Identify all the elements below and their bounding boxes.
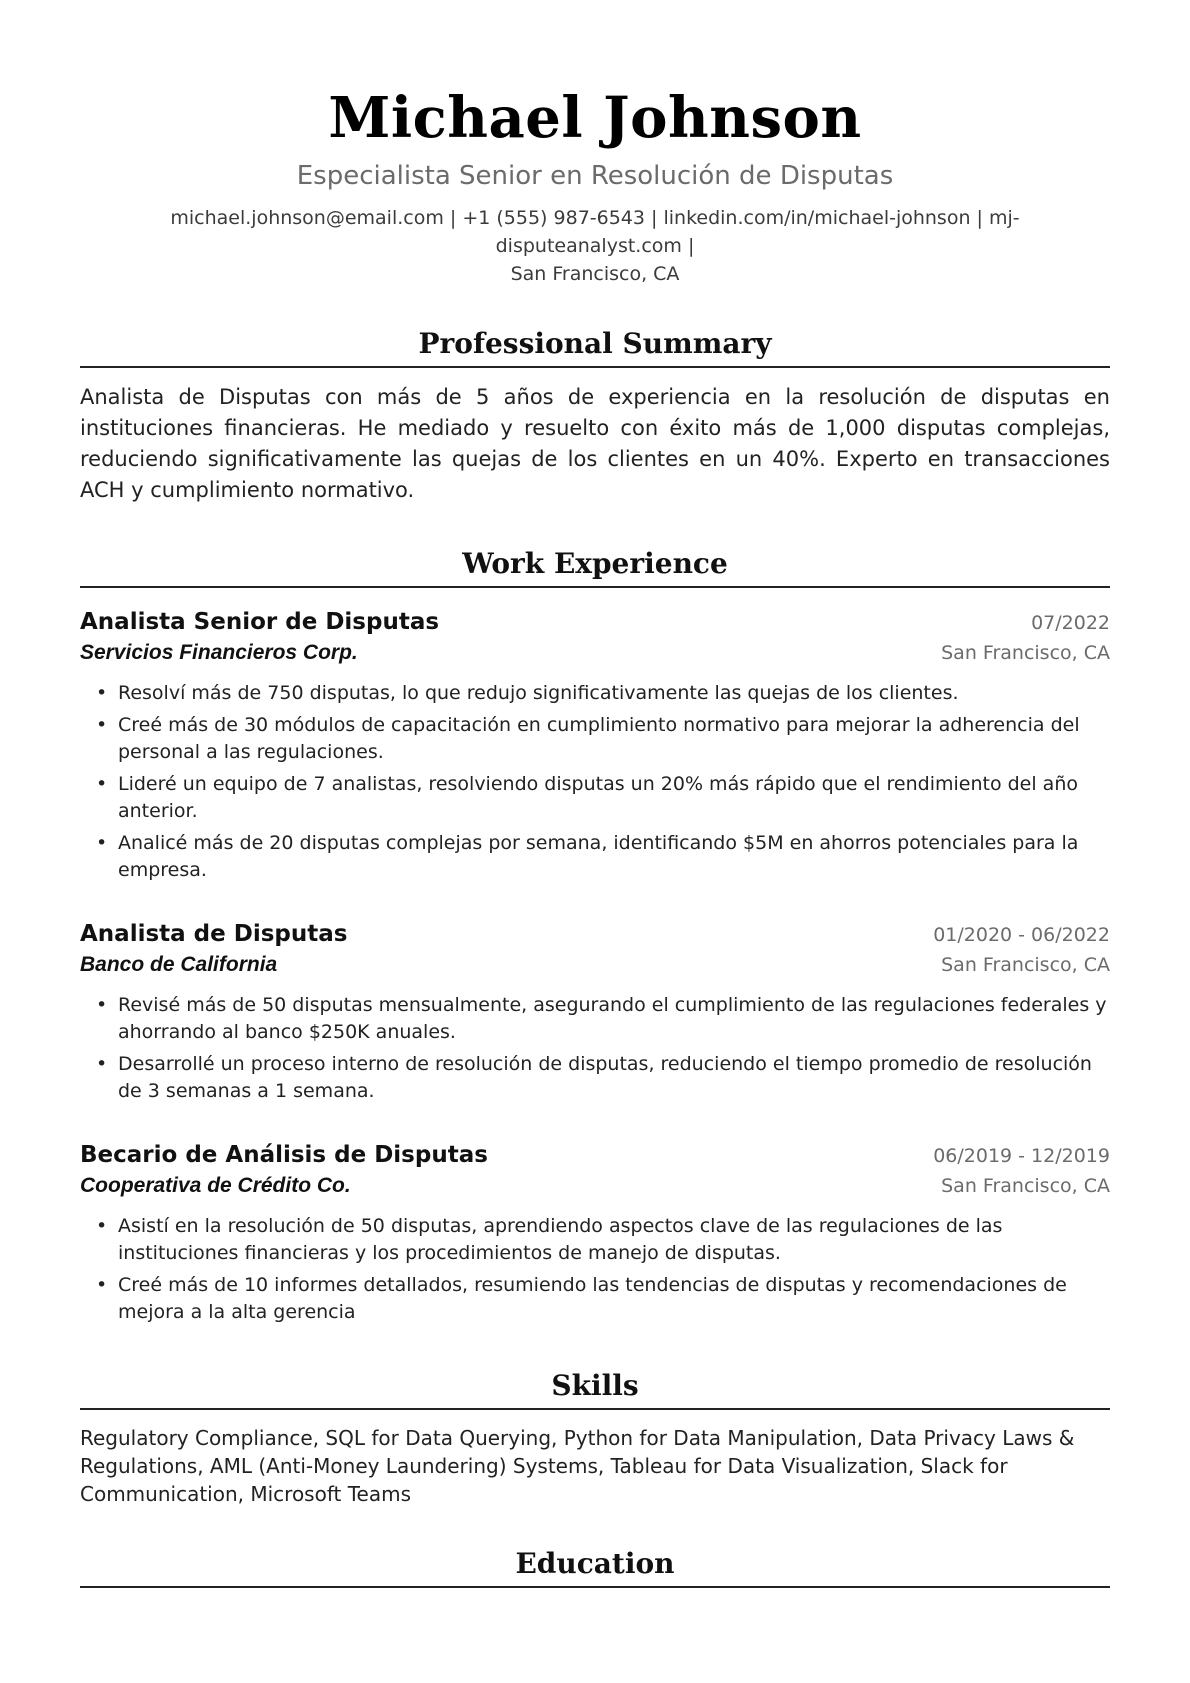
job-entry <box>80 606 1110 884</box>
bullet-item: • Resolví más de 750 disputas, lo que redujo significativamente las quejas de los clientes. <box>96 682 959 704</box>
bullet-item: • Asistí en la resolución de 50 disputas, aprendiendo aspectos clave de las regulaciones de las instituciones financieras y los procedimientos de manejo de disputas. <box>96 1215 1003 1264</box>
contact-info <box>80 204 1110 288</box>
job-title: Analista Senior de Disputas <box>80 609 440 635</box>
bullet-item: • Revisé más de 50 disputas mensualmente, asegurando el cumplimiento de las regulaciones federales y ahorrando al banco $250K anuales. <box>96 994 1107 1043</box>
job-location: San Francisco, CA <box>941 954 1110 976</box>
job-company: Banco de California <box>80 953 278 976</box>
summary-heading: Professional Summary <box>80 326 1110 368</box>
job-date: 07/2022 <box>1031 612 1110 634</box>
experience-section <box>80 546 1110 1326</box>
bullet-item: • Creé más de 30 módulos de capacitación en cumplimiento normativo para mejorar la adherencia del personal a las regulaciones. <box>96 714 1080 763</box>
education-heading: Education <box>80 1546 1110 1588</box>
job-company: Servicios Financieros Corp. <box>80 641 358 664</box>
contact-line: michael.johnson@email.com | +1 (555) 987-6543 | linkedin.com/in/michael-johnson | mj-disputeanalyst.com | <box>170 207 1020 257</box>
job-date: 01/2020 - 06/2022 <box>933 924 1110 946</box>
candidate-title: Especialista Senior en Resolución de Disputas <box>296 161 894 191</box>
candidate-name: Michael Johnson <box>328 85 862 151</box>
job-bullets <box>80 680 1110 884</box>
job-entry <box>80 1139 1110 1326</box>
job-location: San Francisco, CA <box>941 1175 1110 1197</box>
job-location: San Francisco, CA <box>941 642 1110 664</box>
job-bullets <box>80 1213 1110 1326</box>
job-entry <box>80 918 1110 1105</box>
summary-text: Analista de Disputas con más de 5 años de experiencia en la resolución de disputas en instituciones financieras. He mediado y resuelto con éxito más de 1,000 disputas complejas, reduciendo significativamente las quejas de los clientes en un 40%. Experto en transacciones ACH y cumplimiento normativo. <box>80 385 1110 502</box>
summary-section <box>80 326 1110 506</box>
job-title: Analista de Disputas <box>80 921 348 947</box>
experience-heading: Work Experience <box>80 546 1110 588</box>
bullet-item: • Analicé más de 20 disputas complejas por semana, identificando $5M en ahorros potenciales para la empresa. <box>96 832 1079 881</box>
job-company: Cooperativa de Crédito Co. <box>80 1174 351 1197</box>
bullet-item: • Lideré un equipo de 7 analistas, resolviendo disputas un 20% más rápido que el rendimiento del año anterior. <box>96 773 1078 822</box>
job-bullets <box>80 992 1110 1105</box>
skills-section <box>80 1368 1110 1508</box>
job-title: Becario de Análisis de Disputas <box>80 1142 488 1168</box>
education-section <box>80 1546 1110 1588</box>
skills-heading: Skills <box>80 1368 1110 1410</box>
job-date: 06/2019 - 12/2019 <box>933 1145 1110 1167</box>
bullet-item: • Creé más de 10 informes detallados, resumiendo las tendencias de disputas y recomendaciones de mejora a la alta gerencia <box>96 1274 1067 1323</box>
bullet-item: • Desarrollé un proceso interno de resolución de disputas, reduciendo el tiempo promedio de resolución de 3 semanas a 1 semana. <box>96 1053 1092 1102</box>
skills-text: Regulatory Compliance, SQL for Data Querying, Python for Data Manipulation, Data Privacy Laws & Regulations, AML (Anti-Money Laundering) Systems, Tableau for Data Visualization, Slack for Communication, Microsoft Teams <box>80 1426 1075 1506</box>
contact-location: San Francisco, CA <box>510 263 680 285</box>
